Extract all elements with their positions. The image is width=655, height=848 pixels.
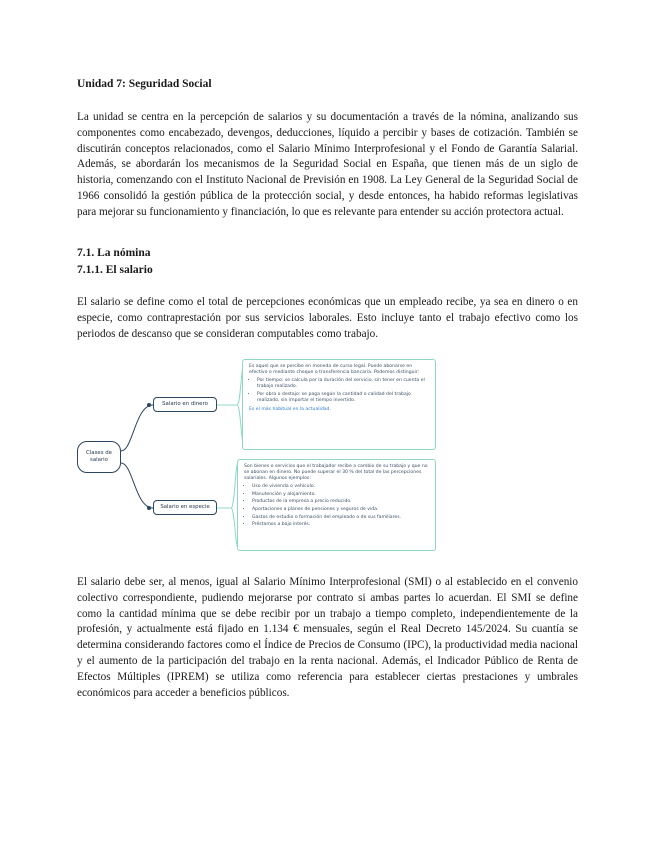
section-heading-salario: 7.1.1. El salario [77, 264, 153, 276]
dinero-description-box [242, 359, 436, 450]
especie-item: • Uso de vivienda o vehículo. [252, 484, 429, 490]
especie-item: • Productos de la empresa a precio reducido. [252, 499, 429, 505]
dinero-intro: Es aquel que se percibe en moneda de curso legal. Puede abonarse en efectivo o mediante cheque o transferencia bancaria. Podemos distinguir: [249, 364, 420, 376]
salary-types-diagram [77, 355, 582, 557]
dinero-item: • Por tiempo: se calcula por la duración del servicio, sin tener en cuenta el trabajo realizado. [257, 378, 429, 390]
section-heading-nomina: 7.1. La nómina [77, 247, 151, 259]
intro-paragraph: La unidad se centra en la percepción de salarios y su documentación a través de la nómina, analizando sus componentes como encabezado, devengos, deducciones, líquido a percibir y bases de cotización. También se discutirán conceptos relacionados, como el Salario Mínimo Interprofesional y el Fondo de Garantía Salarial. Además, se abordarán los mecanismos de la Seguridad Social en España, que tienen más de un siglo de historia, comenzando con el Instituto Nacional de Previsión en 1908. La Ley General de la Seguridad Social de 1966 consolidó la gestión pública de la protección social, y desde entonces, ha habido reformas legislativas para mejorar su funcionamiento y financiación, lo que es relevante para entender su acción protectora actual. [77, 111, 578, 218]
dinero-note: Es el más habitual en la actualidad. [249, 407, 331, 413]
smi-paragraph: El salario debe ser, al menos, igual al Salario Mínimo Interprofesional (SMI) o al establecido en el convenio colectivo correspondiente, pudiendo mejorarse por contrato si ambas partes lo acuerdan. El SMI se define como la cantidad mínima que se debe recibir por un trabajo a tiempo completo, independientemente de la profesión, y actualmente está fijado en 1.134 € mensuales, según el Real Decreto 145/2024. Su cuantía se determina considerando factores como el Índice de Precios de Consumo (IPC), la productividad media nacional y el aumento de la participación del trabajo en la renta nacional. Además, el Indicador Público de Renta de Efectos Múltiples (IPREM) se utiliza como referencia para establecer ciertas prestaciones y umbrales económicos para acceder a beneficios públicos. [77, 576, 578, 699]
especie-item: • Gastos de estudio o formación del empleado o de sus familiares. [252, 515, 429, 521]
especie-intro: Son bienes o servicios que el trabajador recibe a cambio de su trabajo y que no se abonan en dinero. No puede superar el 30 % del total de las percepciones salariales. Algunos ejemplos: [244, 464, 428, 482]
especie-description-box [237, 459, 436, 551]
salario-definition-paragraph: El salario se define como el total de percepciones económicas que un empleado recibe, ya sea en dinero o en especie, como contraprestación por sus servicios laborales. Esto incluye tanto el trabajo efectivo como los periodos de descanso que se consideran computables como trabajo. [77, 296, 578, 340]
especie-item: • Aportaciones a planes de pensiones y seguros de vida. [252, 507, 429, 513]
especie-item: • Préstamos a bajo interés. [252, 522, 429, 528]
especie-item: • Manutención y alojamiento. [252, 492, 429, 498]
dinero-item: • Por obra o destajo: se paga según la cantidad o calidad del trabajo realizado, sin importar el tiempo invertido. [257, 392, 429, 404]
diagram-node-especie: Salario en especie [153, 500, 217, 515]
diagram-node-dinero: Salario en dinero [153, 397, 217, 412]
diagram-center-node: Clases de salario [77, 441, 121, 473]
unit-title: Unidad 7: Seguridad Social [77, 78, 212, 90]
